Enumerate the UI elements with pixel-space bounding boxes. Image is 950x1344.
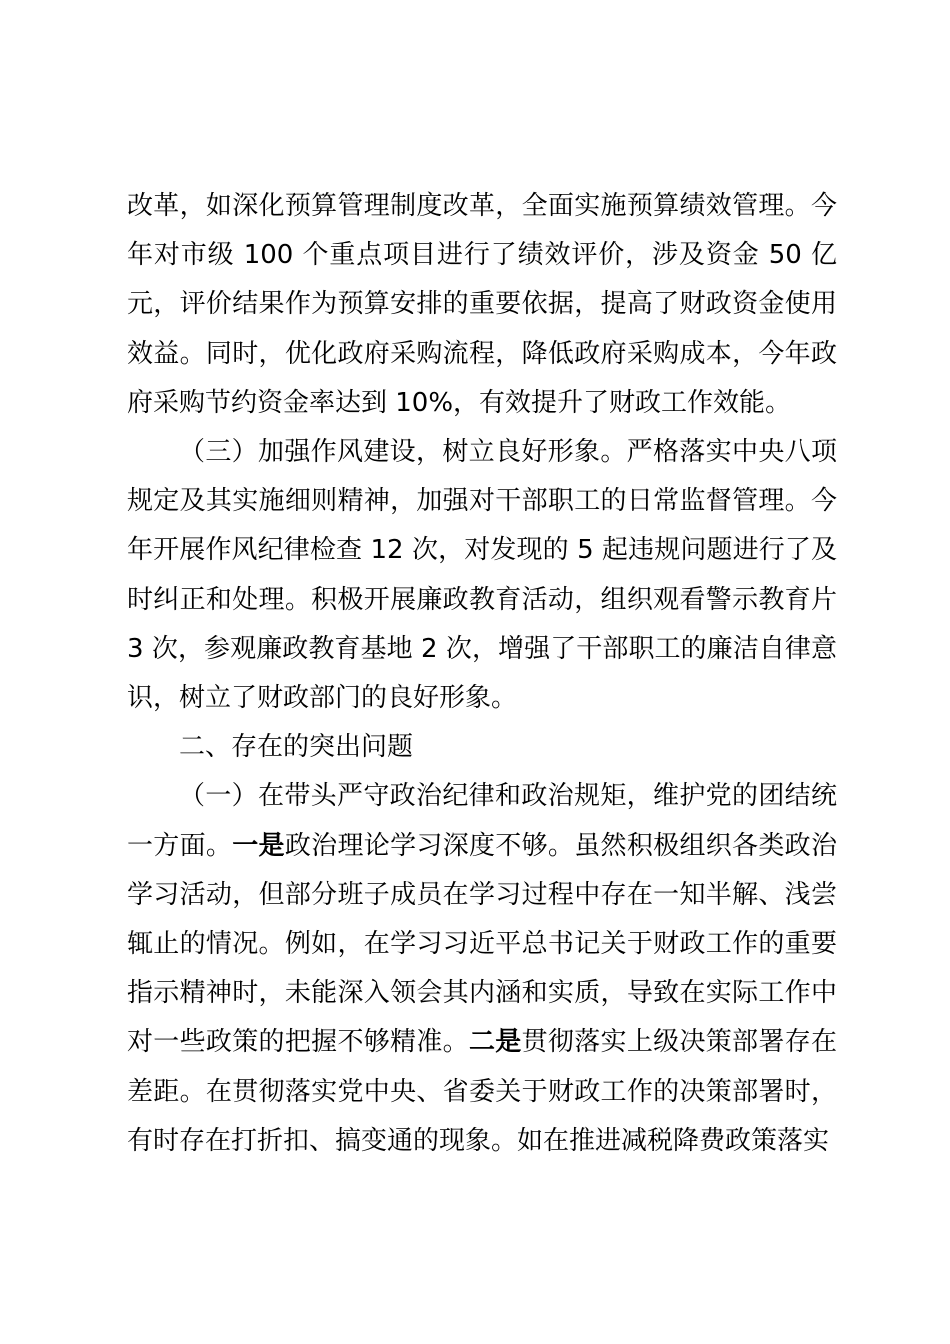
point-one-text: 政治理论学习深度不够。虽然积极组织各类政治学习活动，但部分班子成员在学习过程中存在一知半解、浅尝辄止的情况。例如，在学习习近平总书记关于财政工作的重要指示精神时，未能深入领会其内涵和实质，导致在实际工作中对一些政策的把握不够精准。 — [127, 830, 837, 1058]
point-two-text: 贯彻落实上级决策部署存在差距。在贯彻落实党中央、省委关于财政工作的决策部署时，有时存在打折扣、搞变通的现象。如在推进减税降费政策落实 — [127, 1027, 837, 1156]
point-two-marker: 二是 — [468, 1027, 522, 1058]
paragraph-style-building: （三）加强作风建设，树立良好形象。严格落实中央八项规定及其实施细则精神，加强对干部职工的日常监督管理。今年开展作风纪律检查 12 次，对发现的 5 起违规问题进行了及时纠正和处理。积极开展廉政教育活动，组织观看警示教育片 3 次，参观廉政教育基地 2 次，增强了干部职工的廉洁自律意识，树立了财政部门的良好形象。 — [127, 437, 837, 714]
document-body — [127, 182, 837, 1166]
paragraph-political-discipline — [127, 772, 837, 1166]
section-heading-problems: 二、存在的突出问题 — [179, 732, 414, 763]
point-one-marker: 一是 — [232, 830, 285, 861]
paragraph-reform-continuation: 改革，如深化预算管理制度改革，全面实施预算绩效管理。今年对市级 100 个重点项目进行了绩效评价，涉及资金 50 亿元，评价结果作为预算安排的重要依据，提高了财政资金使用效益。同时，优化政府采购流程，降低政府采购成本，今年政府采购节约资金率达到 10%，有效提升了财政工作效能。 — [127, 191, 837, 418]
paragraph-lead-text: （一）在带头严守政治纪律和政治规矩，维护党的团结统一方面。 — [127, 781, 837, 861]
